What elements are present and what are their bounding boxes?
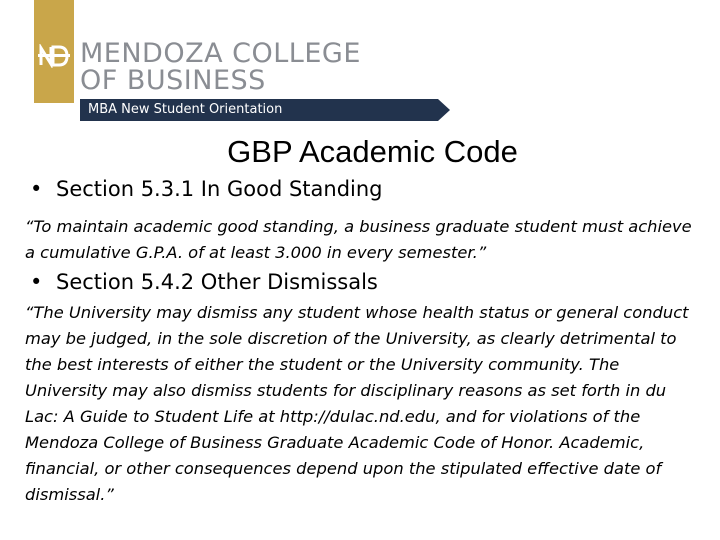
bullet-icon: •	[30, 177, 43, 201]
section-heading-1	[30, 175, 383, 203]
banner-text: MBA New Student Orientation	[88, 102, 283, 117]
section-heading-text: Section 5.4.2 Other Dismissals	[56, 270, 378, 294]
logo-line-1: MENDOZA COLLEGE	[80, 38, 361, 69]
page-title: GBP Academic Code	[227, 134, 518, 169]
logo-line-2: OF BUSINESS	[80, 65, 266, 96]
college-logo-text	[80, 40, 361, 94]
section-heading-2	[30, 268, 378, 296]
section-quote-2: “The University may dismiss any student whose health status or general conduct may be judged, in the sole discretion of the University, as clearly detrimental to the best interests of either the student or the University community. The University may also dismiss students for disciplinary reasons as set forth in du Lac: A Guide to Student Life at http://dulac.nd.edu, and for violations of the Mendoza College of Business Graduate Academic Code of Honor. Academic, financial, or other consequences depend upon the stipulated effective date of dismissal.”	[25, 303, 689, 504]
section-quote-1: “To maintain academic good standing, a business graduate student must achieve a cumulative G.P.A. of at least 3.000 in every semester.”	[25, 217, 692, 262]
orientation-banner	[80, 99, 450, 121]
nd-monogram-icon	[38, 44, 70, 68]
section-heading-text: Section 5.3.1 In Good Standing	[56, 177, 383, 201]
bullet-icon: •	[30, 270, 43, 294]
